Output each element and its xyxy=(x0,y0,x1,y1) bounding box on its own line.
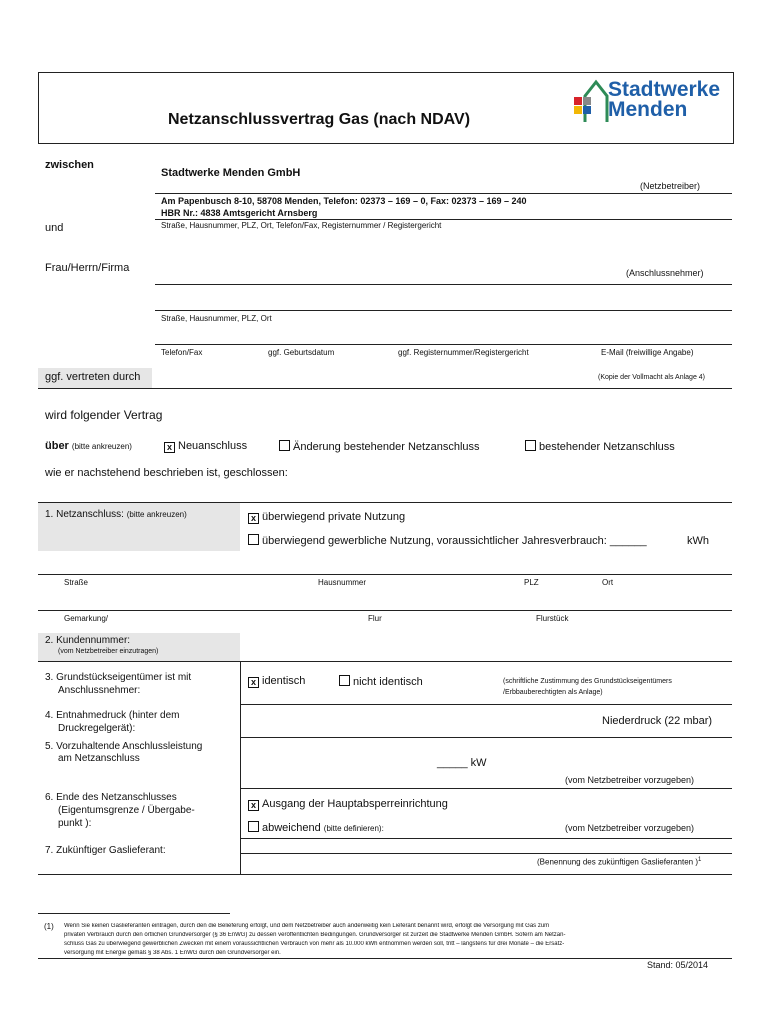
label-zwischen: zwischen xyxy=(45,159,94,171)
vollmacht-note: (Kopie der Vollmacht als Anlage 4) xyxy=(598,374,706,381)
footnote-line1: Wenn Sie keinen Gaslieferanten eintragen, durch den die Belieferung erfolgt, und dem Netzbetreiber auch anderweitig kein Lieferant benannt wird, erfolgt die Versorgung mit Gas zum xyxy=(64,923,550,929)
checkbox-bestehend[interactable] xyxy=(525,440,536,451)
gemarkung-label: Gemarkung/ xyxy=(64,614,109,623)
gaslieferant-field-line[interactable] xyxy=(240,853,732,854)
checkbox-gewerblich[interactable] xyxy=(248,534,259,545)
checkbox-hauptabsperr[interactable]: x xyxy=(248,800,259,811)
section5-label-1: 5. Vorzuhaltende Anschlussleistung xyxy=(45,741,203,752)
section5-kw-field[interactable]: _____ kW xyxy=(437,757,487,769)
section6-note: (vom Netzbetreiber vorzugeben) xyxy=(565,823,695,833)
section5-note: (vom Netzbetreiber vorzugeben) xyxy=(565,775,695,785)
company-register: HBR Nr.: 4838 Amtsgericht Arnsberg xyxy=(161,208,318,218)
option-abweichend[interactable]: abweichend (bitte definieren): xyxy=(248,821,384,834)
company-address: Am Papenbusch 8-10, 58708 Menden, Telefon: 02373 – 169 – 0, Fax: 02373 – 169 – 240 xyxy=(161,196,527,206)
address-caption: Straße, Hausnummer, PLZ, Ort, Telefon/Fax, Registernummer / Registergericht xyxy=(161,221,442,230)
section6-label-1: 6. Ende des Netzanschlusses xyxy=(45,792,177,803)
section7-label: 7. Zukünftiger Gaslieferant: xyxy=(45,845,166,856)
checkbox-neuanschluss[interactable]: x xyxy=(164,442,175,453)
option-gewerblich[interactable]: überwiegend gewerbliche Nutzung, voraussichtlicher Jahresverbrauch: ______ xyxy=(248,534,647,547)
stadtwerke-logo xyxy=(572,76,727,128)
house-logo-icon xyxy=(572,76,612,126)
section3-note-2: /Erbbauberechtigten als Anlage) xyxy=(503,689,603,696)
name-field-line[interactable] xyxy=(155,284,732,285)
option-aenderung[interactable]: Änderung bestehender Netzanschluss xyxy=(279,440,480,453)
cadastre-field-line[interactable] xyxy=(38,610,732,611)
checkbox-identisch[interactable]: x xyxy=(248,677,259,688)
section2-label: 2. Kundennummer: xyxy=(45,635,131,646)
geburtsdatum-caption: ggf. Geburtsdatum xyxy=(268,348,335,357)
section3-note-1: (schriftliche Zustimmung des Grundstückseigentümers xyxy=(503,678,672,685)
option-bestehend[interactable]: bestehender Netzanschluss xyxy=(525,440,675,453)
wie-text: wie er nachstehend beschrieben ist, geschlossen: xyxy=(45,467,288,479)
footnote-line2: privaten Verbrauch durch den örtlichen Grundversorger (§ 36 EnWG) zu dessen veröffentlichten Bedingungen. Grundversorger ist zurzeit die Stadtwerke Menden GmbH. Sofern am Netzan- xyxy=(64,932,566,938)
option-privat[interactable]: x überwiegend private Nutzung xyxy=(248,511,405,524)
option-hauptabsperr[interactable]: x Ausgang der Hauptabsperreinrichtung xyxy=(248,798,448,811)
wird-text: wird folgender Vertrag xyxy=(45,408,163,422)
role-netzbetreiber: (Netzbetreiber) xyxy=(640,181,701,191)
section3-label-2: Anschlussnehmer: xyxy=(58,685,141,696)
label-ueber: über xyxy=(45,440,69,452)
register-caption: ggf. Registernummer/Registergericht xyxy=(398,348,529,357)
label-frau-herrn-firma: Frau/Herrn/Firma xyxy=(45,262,130,274)
footnote-number: (1) xyxy=(44,922,54,931)
option-nicht-identisch[interactable]: nicht identisch xyxy=(339,675,423,688)
telefon-caption: Telefon/Fax xyxy=(161,348,203,357)
stand-date: Stand: 05/2014 xyxy=(647,960,709,970)
section4-label-1: 4. Entnahmedruck (hinter dem xyxy=(45,710,180,721)
checkbox-nicht-identisch[interactable] xyxy=(339,675,350,686)
option-neuanschluss[interactable]: x Neuanschluss xyxy=(164,440,247,453)
role-anschlussnehmer: (Anschlussnehmer) xyxy=(626,268,704,278)
plz-label: PLZ xyxy=(524,578,539,587)
address-field-line[interactable] xyxy=(155,310,732,311)
footnote-line3: schluss Gas zu überwiegend gewerblichen Zwecken mit einem voraussichtlichen Verbrauch von mehr als 10.000 kWh entnommen werden soll, tritt – längstens für drei Monate – die Ersatz- xyxy=(64,941,565,947)
option-identisch[interactable]: x identisch xyxy=(248,675,305,688)
flur-label: Flur xyxy=(368,614,382,623)
label-vertreten: ggf. vertreten durch xyxy=(45,371,141,383)
ueber-hint: (bitte ankreuzen) xyxy=(71,442,132,451)
checkbox-privat[interactable]: x xyxy=(248,513,259,524)
section6-label-3: punkt ): xyxy=(58,818,92,829)
section4-value: Niederdruck (22 mbar) xyxy=(602,715,713,727)
email-caption: E-Mail (freiwillige Angabe) xyxy=(601,348,694,357)
section1-label: 1. Netzanschluss: (bitte ankreuzen) xyxy=(45,509,187,520)
footnote-line4: versorgung mit Energie gemäß § 38 Abs. 1 EnWG durch den Grundversorger ein. xyxy=(64,950,281,956)
logo-text-line1: Stadtwerke xyxy=(608,78,721,101)
checkbox-abweichend[interactable] xyxy=(248,821,259,832)
section7-note: (Benennung des zukünftigen Gaslieferanten )$^1$ xyxy=(537,857,702,867)
section2-hint: (vom Netzbetreiber einzutragen) xyxy=(58,648,159,655)
section3-label-1: 3. Grundstückseigentümer ist mit xyxy=(45,672,192,683)
checkbox-aenderung[interactable] xyxy=(279,440,290,451)
section6-label-2: (Eigentumsgrenze / Übergabe- xyxy=(58,805,195,816)
section5-label-2: am Netzanschluss xyxy=(58,753,140,764)
vertreten-field-line[interactable] xyxy=(38,388,732,389)
kwh-unit: kWh xyxy=(687,535,709,547)
strasse-label: Straße xyxy=(64,578,89,587)
logo-text-line2: Menden xyxy=(608,98,688,121)
section4-label-2: Druckregelgerät): xyxy=(58,723,136,734)
flurstueck-label: Flurstück xyxy=(536,614,569,623)
company-name: Stadtwerke Menden GmbH xyxy=(161,167,301,179)
page-title: Netzanschlussvertrag Gas (nach NDAV) xyxy=(168,111,471,128)
contact-field-line[interactable] xyxy=(155,344,732,345)
strasse-caption: Straße, Hausnummer, PLZ, Ort xyxy=(161,314,272,323)
label-und: und xyxy=(45,222,64,234)
hausnummer-label: Hausnummer xyxy=(318,578,367,587)
location-field-line[interactable] xyxy=(38,574,732,575)
ort-label: Ort xyxy=(602,578,614,587)
